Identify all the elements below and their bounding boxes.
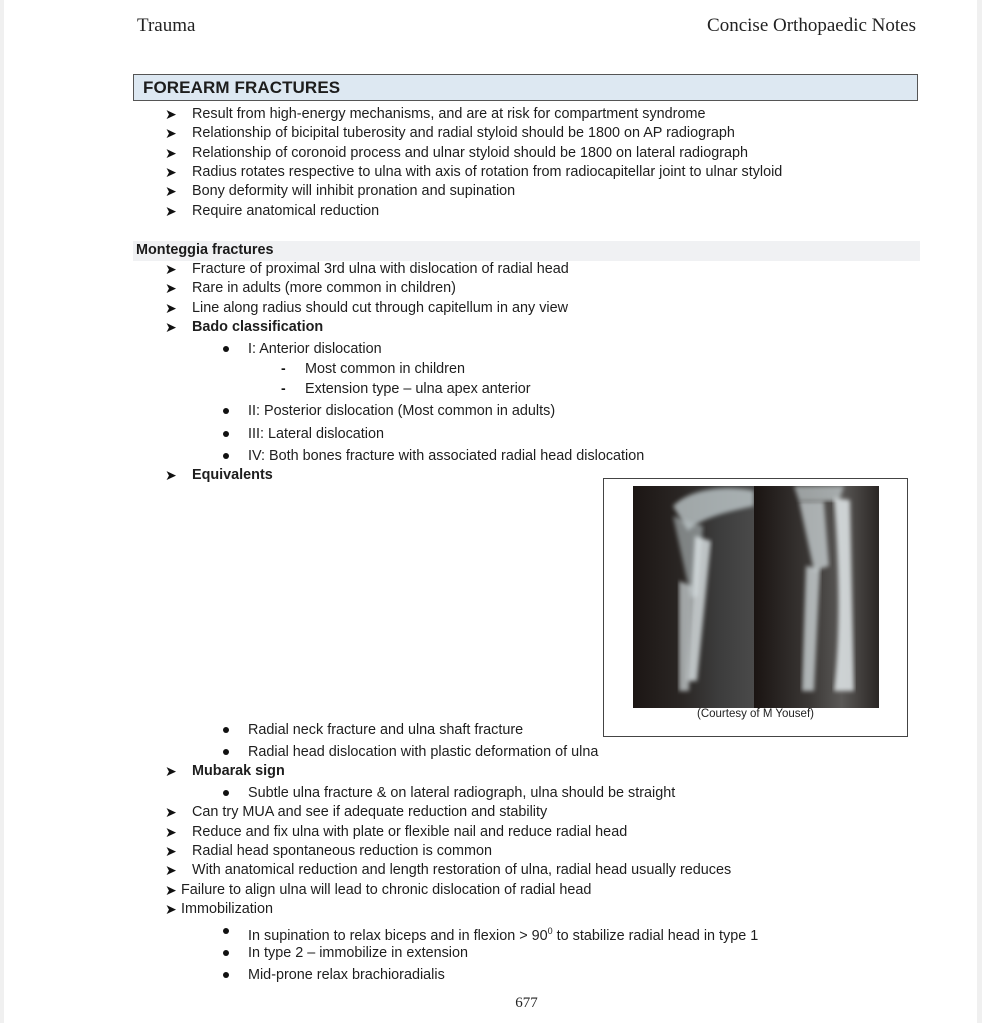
mubarak-heading: Mubarak sign — [192, 763, 285, 779]
bullet-icon — [223, 431, 229, 437]
list-item: Radial head spontaneous reduction is common — [192, 843, 492, 859]
arrow-bullet-icon: ➤ — [165, 804, 177, 820]
arrow-bullet-icon: ➤ — [165, 319, 177, 335]
list-item: With anatomical reduction and length restoration of ulna, radial head usually reduces — [192, 862, 732, 878]
running-head-right: Concise Orthopaedic Notes — [707, 15, 916, 36]
dash-bullet-icon: - — [281, 380, 286, 396]
list-item: Result from high-energy mechanisms, and are at risk for compartment syndrome — [192, 106, 706, 122]
list-item: Relationship of coronoid process and ulnar styloid should be 1800 on lateral radiograph — [192, 145, 749, 161]
list-item: Radius rotates respective to ulna with axis of rotation from radiocapitellar joint to ulnar styloid — [192, 164, 783, 180]
immobilization-item-text: to stabilize radial head in type 1 — [552, 927, 759, 944]
arrow-bullet-icon: ➤ — [165, 824, 177, 840]
bullet-icon — [223, 972, 229, 978]
arrow-bullet-icon: ➤ — [165, 901, 177, 917]
bullet-icon — [223, 749, 229, 755]
arrow-bullet-icon: ➤ — [165, 843, 177, 859]
bullet-icon — [223, 790, 229, 796]
arrow-bullet-icon: ➤ — [165, 183, 177, 199]
equivalent-item: Radial neck fracture and ulna shaft fracture — [248, 722, 524, 738]
mubarak-item: Subtle ulna fracture & on lateral radiograph, ulna should be straight — [248, 785, 676, 801]
equivalents-heading: Equivalents — [192, 467, 273, 483]
bado-type-4: IV: Both bones fracture with associated radial head dislocation — [248, 448, 645, 464]
arrow-bullet-icon: ➤ — [165, 261, 177, 277]
list-item: Can try MUA and see if adequate reduction and stability — [192, 804, 548, 820]
bullet-icon — [223, 453, 229, 459]
arrow-bullet-icon: ➤ — [165, 882, 177, 898]
sub-item: Most common in children — [305, 361, 465, 377]
arrow-bullet-icon: ➤ — [165, 467, 177, 483]
list-item: Require anatomical reduction — [192, 203, 380, 219]
dash-bullet-icon: - — [281, 360, 286, 376]
arrow-bullet-icon: ➤ — [165, 164, 177, 180]
ap-forearm-xray-image — [754, 486, 879, 708]
degree-superscript: 0 — [547, 926, 553, 936]
arrow-bullet-icon: ➤ — [165, 862, 177, 878]
arrow-bullet-icon: ➤ — [165, 145, 177, 161]
xray-figure — [603, 478, 908, 737]
equivalent-item: Radial head dislocation with plastic deformation of ulna — [248, 744, 599, 760]
list-item: Relationship of bicipital tuberosity and radial styloid should be 1800 on AP radiograph — [192, 125, 735, 141]
list-item: Fracture of proximal 3rd ulna with dislocation of radial head — [192, 261, 569, 277]
list-item: Failure to align ulna will lead to chronic dislocation of radial head — [181, 882, 592, 898]
bullet-icon — [223, 950, 229, 956]
immobilization-item: In type 2 – immobilize in extension — [248, 945, 468, 961]
arrow-bullet-icon: ➤ — [165, 203, 177, 219]
section-title: FOREARM FRACTURES — [133, 74, 918, 101]
bullet-icon — [223, 928, 229, 934]
bullet-icon — [223, 727, 229, 733]
bado-heading: Bado classification — [192, 319, 324, 335]
page-edge-left — [0, 0, 4, 1023]
arrow-bullet-icon: ➤ — [165, 280, 177, 296]
sub-item: Extension type – ulna apex anterior — [305, 381, 531, 397]
arrow-bullet-icon: ➤ — [165, 125, 177, 141]
page-edge-right — [977, 0, 982, 1023]
list-item: Rare in adults (more common in children) — [192, 280, 456, 296]
arrow-bullet-icon: ➤ — [165, 300, 177, 316]
bado-type-2: II: Posterior dislocation (Most common in adults) — [248, 403, 556, 419]
immobilization-item — [248, 922, 758, 946]
running-head-left: Trauma — [137, 15, 196, 36]
bado-type-1: I: Anterior dislocation — [248, 341, 382, 357]
immobilization-item-text: In supination to relax biceps and in flexion > 90 — [248, 927, 548, 944]
arrow-bullet-icon: ➤ — [165, 106, 177, 122]
arrow-bullet-icon: ➤ — [165, 763, 177, 779]
bullet-icon — [223, 346, 229, 352]
list-item: Line along radius should cut through capitellum in any view — [192, 300, 568, 316]
bado-type-3: III: Lateral dislocation — [248, 426, 384, 442]
immobilization-heading: Immobilization — [181, 901, 273, 917]
list-item: Reduce and fix ulna with plate or flexible nail and reduce radial head — [192, 824, 628, 840]
lateral-forearm-xray-image — [633, 486, 754, 708]
figure-caption: (Courtesy of M Yousef) — [697, 708, 814, 720]
bullet-icon — [223, 408, 229, 414]
list-item: Bony deformity will inhibit pronation and supination — [192, 183, 516, 199]
page-number: 677 — [515, 995, 538, 1011]
subheading-monteggia: Monteggia fractures — [136, 242, 274, 258]
immobilization-item: Mid-prone relax brachioradialis — [248, 967, 445, 983]
